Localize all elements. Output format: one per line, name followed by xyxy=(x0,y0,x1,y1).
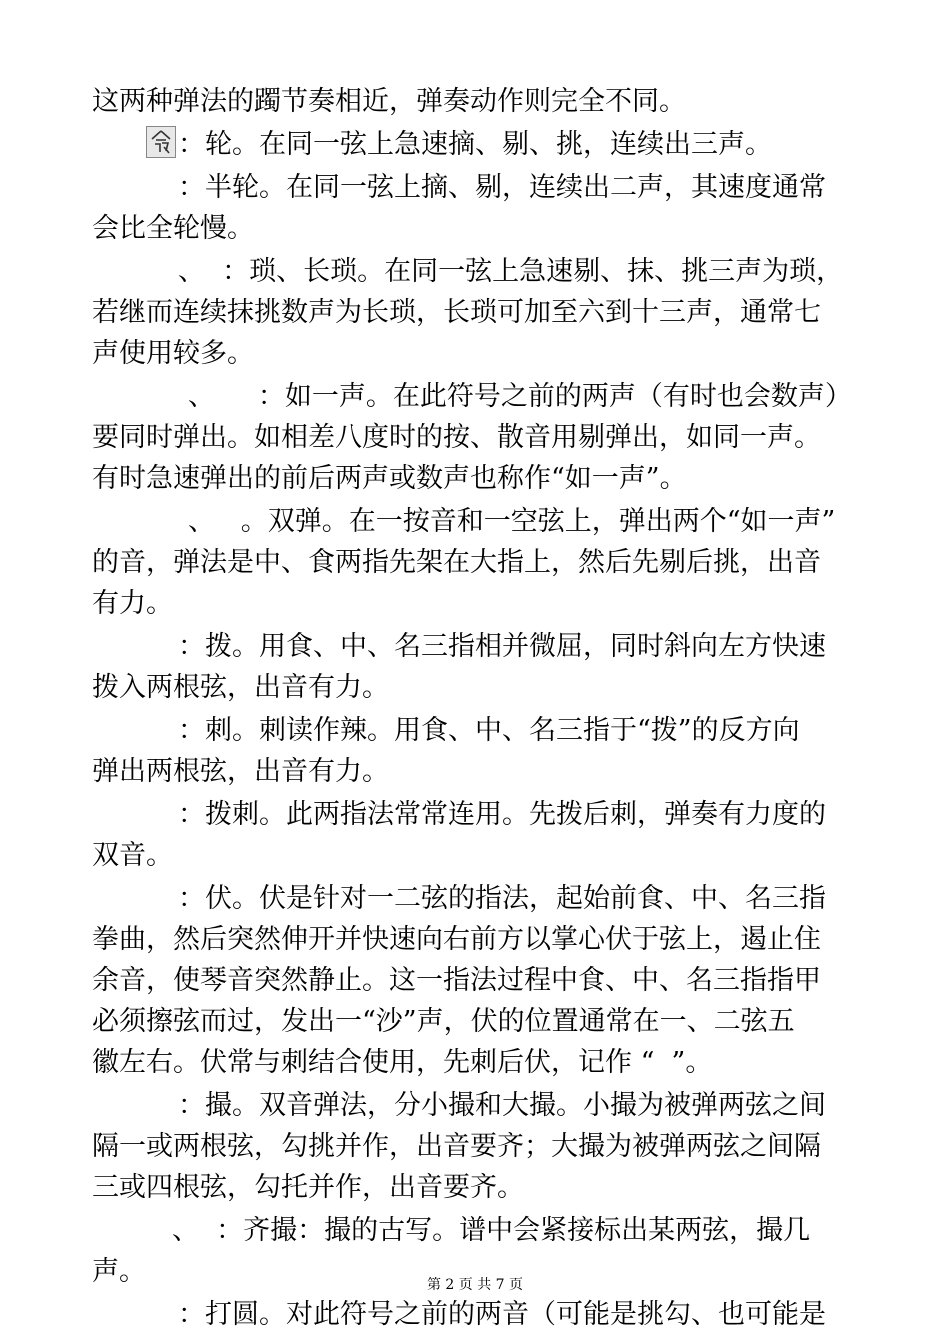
paragraph-cuo xyxy=(92,1085,862,1208)
text-line: 必须擦弦而过，发出一“沙”声，伏的位置通常在一、二弦五 xyxy=(92,1006,795,1037)
text-line: 、 ：琐、长琐。在同一弦上急速剔、抹、挑三声为琐， xyxy=(178,256,844,287)
paragraph-shuangtan xyxy=(92,501,862,624)
text-line: 这两种弹法的躅节奏相近，弹奏动作则完全不同。 xyxy=(92,86,686,117)
text-line: 双音。 xyxy=(92,840,173,871)
text-line: ：打圆。对此符号之前的两音（可能是挑勾、也可能是 xyxy=(178,1299,826,1330)
text-line: 三或四根弦，勾托并作，出音要齐。 xyxy=(92,1172,524,1203)
text-line: 的音，弹法是中、食两指先架在大指上，然后先剔后挑，出音 xyxy=(92,547,821,578)
text-line: 隔一或两根弦，勾挑并作，出音要齐；大撮为被弹两弦之间隔 xyxy=(92,1131,821,1162)
text-line: ：撮。双音弹法，分小撮和大撮。小撮为被弹两弦之间 xyxy=(178,1090,826,1121)
page-footer: 第 2 页 共 7 页 xyxy=(426,1277,524,1293)
paragraph-bo xyxy=(92,626,862,708)
text-line: 会比全轮慢。 xyxy=(92,213,254,244)
paragraph-la xyxy=(92,710,862,792)
text-line: 声使用较多。 xyxy=(92,338,254,369)
text-line: 有时急速弹出的前后两声或数声也称作“如一声”。 xyxy=(92,463,687,494)
text-line: 有力。 xyxy=(92,588,173,619)
text-line: ：拨。用食、中、名三指相并微屈，同时斜向左方快速 xyxy=(178,631,826,662)
text-line: 、 ：齐撮：撮的古写。谱中会紧接标出某两弦，撮几 xyxy=(172,1215,811,1246)
lun-symbol-icon xyxy=(146,126,176,158)
text-line: 余音，使琴音突然静止。这一指法过程中食、中、名三指指甲 xyxy=(92,965,821,996)
text-line: 若继而连续抹挑数声为长琐，长琐可加至六到十三声，通常七 xyxy=(92,297,821,328)
text-line: 、 。双弹。在一按音和一空弦上，弹出两个“如一声” xyxy=(188,506,836,537)
paragraph-suo xyxy=(92,251,862,374)
text-line: ：拨刺。此两指法常常连用。先拨后刺，弹奏有力度的 xyxy=(178,799,826,830)
text-line: 、 ：如一声。在此符号之前的两声（有时也会数声） xyxy=(188,381,852,412)
paragraph-fu xyxy=(92,878,862,1083)
paragraph-bola xyxy=(92,794,862,876)
body-text xyxy=(92,81,862,1337)
text-line: ：刺。刺读作辣。用食、中、名三指于“拨”的反方向 xyxy=(178,715,800,746)
text-line: 弹出两根弦，出音有力。 xyxy=(92,756,389,787)
text-line: 声。 xyxy=(92,1256,146,1287)
text-line: 要同时弹出。如相差八度时的按、散音用剔弹出，如同一声。 xyxy=(92,422,821,453)
paragraph-banlun xyxy=(92,167,862,249)
text-line: 徽左右。伏常与刺结合使用，先刺后伏，记作 “ ”。 xyxy=(92,1047,713,1078)
paragraph-lun xyxy=(92,124,862,165)
text-line: ：半轮。在同一弦上摘、剔，连续出二声，其速度通常 xyxy=(178,172,826,203)
paragraph-intro xyxy=(92,81,862,122)
text-line: 拳曲，然后突然伸开并快速向右前方以掌心伏于弦上，遏止住 xyxy=(92,924,821,955)
text-line xyxy=(92,124,862,165)
paragraph-dayuan xyxy=(92,1294,862,1335)
text-line: ：伏。伏是针对一二弦的指法，起始前食、中、名三指 xyxy=(178,883,826,914)
paragraph-ruyisheng xyxy=(92,376,862,499)
text-line: 拨入两根弦，出音有力。 xyxy=(92,672,389,703)
text-line-content: ：轮。在同一弦上急速摘、剔、挑，连续出三声。 xyxy=(178,129,772,160)
